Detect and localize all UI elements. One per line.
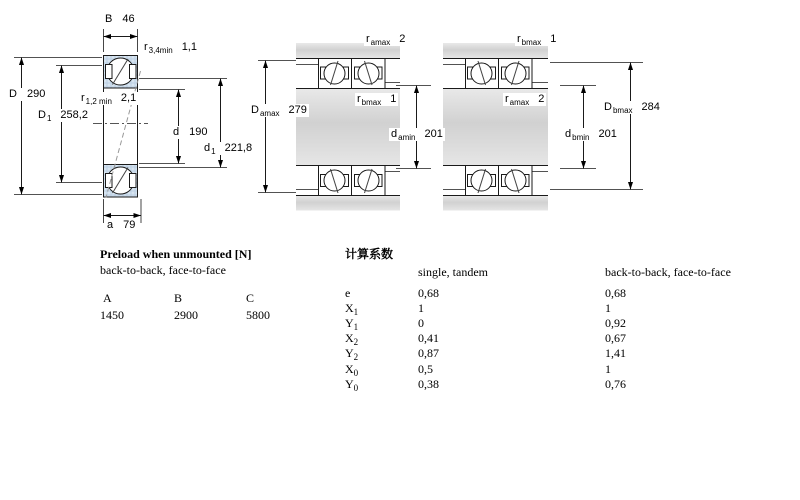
table-row-Y2: $Y_2$ 0,87 1,41 (345, 346, 626, 362)
cage (106, 65, 113, 79)
table-row-X0: $X_0$ 0,5 1 (345, 362, 611, 378)
table-row-Y0: $Y_0$ 0,38 0,76 (345, 377, 626, 393)
table-row-X1: $X_1$ 1 1 (345, 301, 611, 317)
dim-label-ramax-right: r amax 2 (505, 93, 545, 107)
dim-label-D1: D 1 258,2 (38, 109, 88, 123)
preload-col-C: C (246, 291, 255, 305)
bearing-pair-bottom (466, 166, 533, 196)
dim-label-dbmin: d bmin 201 (565, 128, 617, 142)
dim-label-ramax-middle: r amax 2 (366, 33, 406, 47)
extension-lines (550, 63, 643, 190)
bearing-pair-top (319, 59, 386, 89)
factors-col2-header: back-to-back, face-to-face (605, 265, 731, 279)
bearing-pair-top (466, 59, 533, 89)
preload-value-B: 2900 (174, 308, 198, 322)
housing-bottom (296, 196, 400, 211)
dim-label-rbmax-right: r bmax 1 (517, 33, 557, 47)
cage (130, 174, 137, 188)
dim-label-D: D 290 (9, 88, 46, 100)
dim-label-Dbmax: D bmax 284 (604, 101, 660, 115)
dim-label-a: a 79 (107, 219, 136, 231)
preload-col-B: B (174, 291, 183, 305)
dim-label-damin: d amin 201 (391, 128, 443, 142)
housing-bottom (443, 196, 548, 211)
paired-bearing-face-to-face (443, 43, 643, 211)
dim-label-d: d 190 (173, 126, 208, 138)
dim-label-rbmax-middle: r bmax 1 (357, 93, 397, 107)
bearing-pair-bottom (319, 166, 386, 196)
preload-title: Preload when unmounted [N] (100, 247, 252, 261)
dim-label-Damax: D amax 279 (251, 104, 307, 118)
preload-value-C: 5800 (246, 308, 270, 322)
table-row-Y1: $Y_1$ 0 0,92 (345, 316, 626, 332)
factors-title: 计算系数 (345, 247, 394, 261)
factors-col1-header: single, tandem (418, 265, 488, 279)
preload-col-A: A (103, 291, 112, 305)
preload-subtitle: back-to-back, face-to-face (100, 263, 226, 277)
paired-bearing-back-to-back (258, 43, 431, 211)
cage (130, 65, 137, 79)
table-row-e: e 0,68 0,68 (345, 286, 626, 300)
preload-value-A: 1450 (100, 308, 124, 322)
table-row-X2: $X_2$ 0,41 0,67 (345, 331, 626, 347)
dim-label-d1: d 1 221,8 (204, 142, 253, 156)
dim-label-r12min: r 1,2 min 2,1 (81, 92, 137, 106)
dim-label-B: B 46 (105, 13, 135, 25)
dim-label-r34min: r 3,4min 1,1 (144, 41, 197, 55)
